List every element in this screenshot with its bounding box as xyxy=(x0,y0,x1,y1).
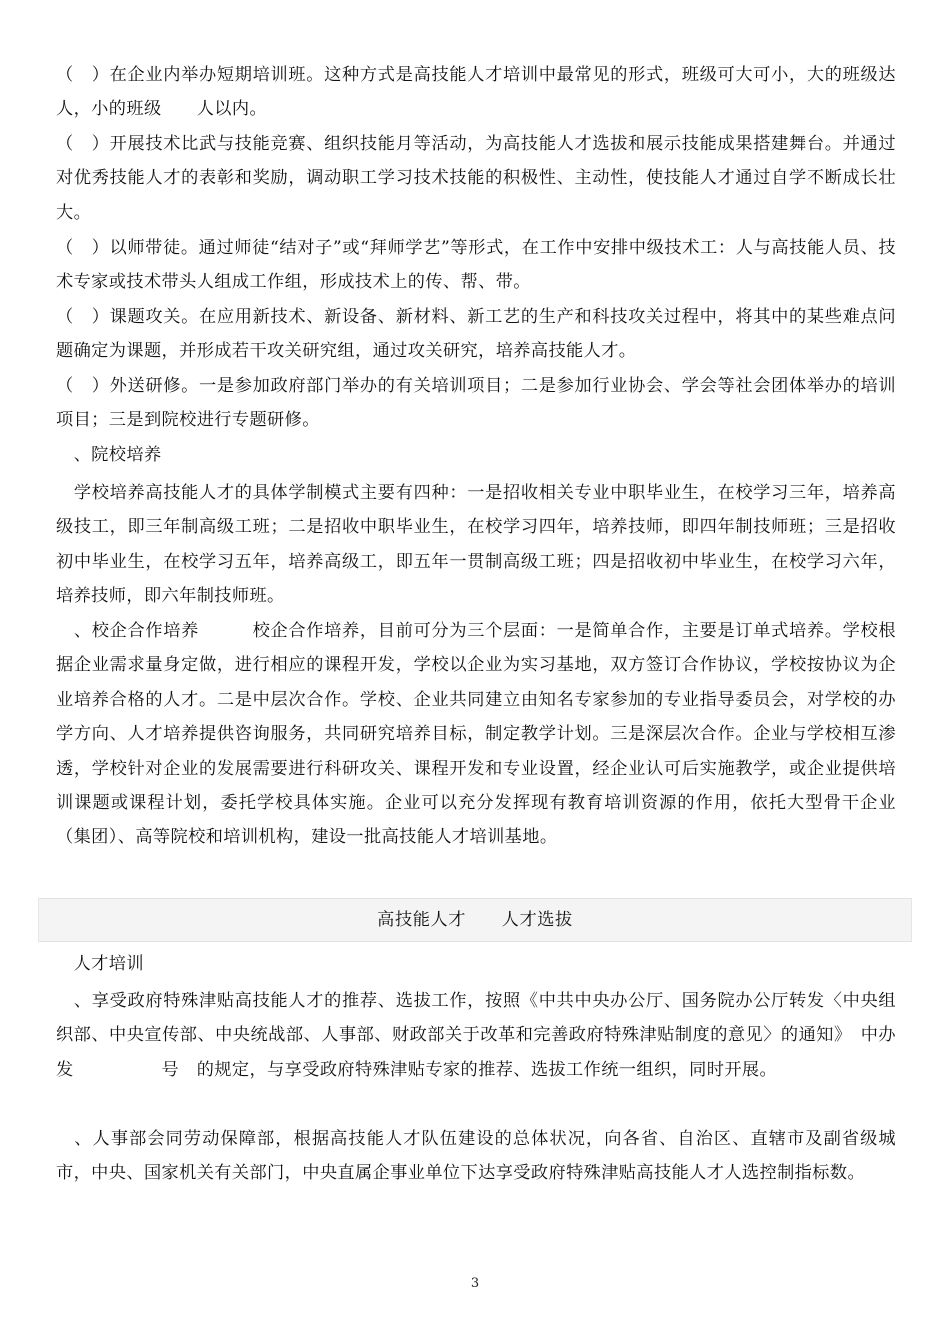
section-header-bar xyxy=(38,898,912,942)
section-header-title: 高技能人才 人才选拔 xyxy=(377,910,573,930)
paragraph-apprenticeship: （ ）以师带徒。通过师徒“结对子”或“拜师学艺”等形式，在工作中安排中级技术工：人与高技能人员、技术专家或技术带头人组成工作组，形成技术上的传、帮、带。 xyxy=(56,238,896,293)
paragraph-quota-allocation: 、人事部会同劳动保障部，根据高技能人才队伍建设的总体状况，向各省、自治区、直辖市及副省级城市，中央、国家机关有关部门，中央直属企事业单位下达享受政府特殊津贴高技能人才人选控制指标数。 xyxy=(56,1129,896,1184)
paragraph-external-study: （ ）外送研修。一是参加政府部门举办的有关培训项目；二是参加行业协会、学会等社会团体举办的培训项目；三是到院校进行专题研修。 xyxy=(56,376,896,431)
paragraph-school-training: 学校培养高技能人才的具体学制模式主要有四种：一是招收相关专业中职毕业生，在校学习三年，培养高级技工，即三年制高级工班；二是招收中职毕业生，在校学习四年，培养技师，即四年制技师班；三是招收初中毕业生，在校学习五年，培养高级工，即五年一贯制高级工班；四是招收初中毕业生，在校学习六年，培养技师，即六年制技师班。 xyxy=(56,483,896,607)
paragraph-skill-competition: （ ）开展技术比武与技能竞赛、组织技能月等活动，为高技能人才选拔和展示技能成果搭建舞台。并通过对优秀技能人才的表彰和奖励，调动职工学习技术技能的积极性、主动性，使技能人才通过自学不断成长壮大。 xyxy=(56,134,896,223)
section-heading-talent-training: 人才培训 xyxy=(56,954,144,974)
page-number: 3 xyxy=(470,1276,480,1291)
paragraph-school-enterprise: 、校企合作培养 校企合作培养，目前可分为三个层面：一是简单合作，主要是订单式培养。学校根据企业需求量身定做，进行相应的课程开发，学校以企业为实习基地，双方签订合作协议，学校按协议为企业培养合格的人才。二是中层次合作。学校、企业共同建立由知名专家参加的专业指导委员会，对学校的办学方向、人才培养提供咨询服务，共同研究培养目标，制定教学计划。三是深层次合作。企业与学校相互渗透，学校针对企业的发展需要进行科研攻关、课程开发和专业设置，经企业认可后实施教学，或企业提供培训课题或课程计划，委托学校具体实施。企业可以充分发挥现有教育培训资源的作用，依托大型骨干企业（集团）、高等院校和培训机构，建设一批高技能人才培训基地。 xyxy=(56,621,896,848)
paragraph-special-allowance: 、享受政府特殊津贴高技能人才的推荐、选拔工作，按照《中共中央办公厅、国务院办公厅转发〈中央组织部、中央宣传部、中央统战部、人事部、财政部关于改革和完善政府特殊津贴制度的意见〉的通知》 中办发 号 的规定，与享受政府特殊津贴专家的推荐、选拔工作统一组织，同时开展。 xyxy=(56,991,896,1080)
section-heading-school-training: 、院校培养 xyxy=(56,445,162,465)
paragraph-project-research: （ ）课题攻关。在应用新技术、新设备、新材料、新工艺的生产和科技攻关过程中，将其中的某些难点问题确定为课题，并形成若干攻关研究组，通过攻关研究，培养高技能人才。 xyxy=(56,307,896,362)
paragraph-short-training: （ ）在企业内举办短期培训班。这种方式是高技能人才培训中最常见的形式，班级可大可小，大的班级达 人，小的班级 人以内。 xyxy=(56,65,949,120)
